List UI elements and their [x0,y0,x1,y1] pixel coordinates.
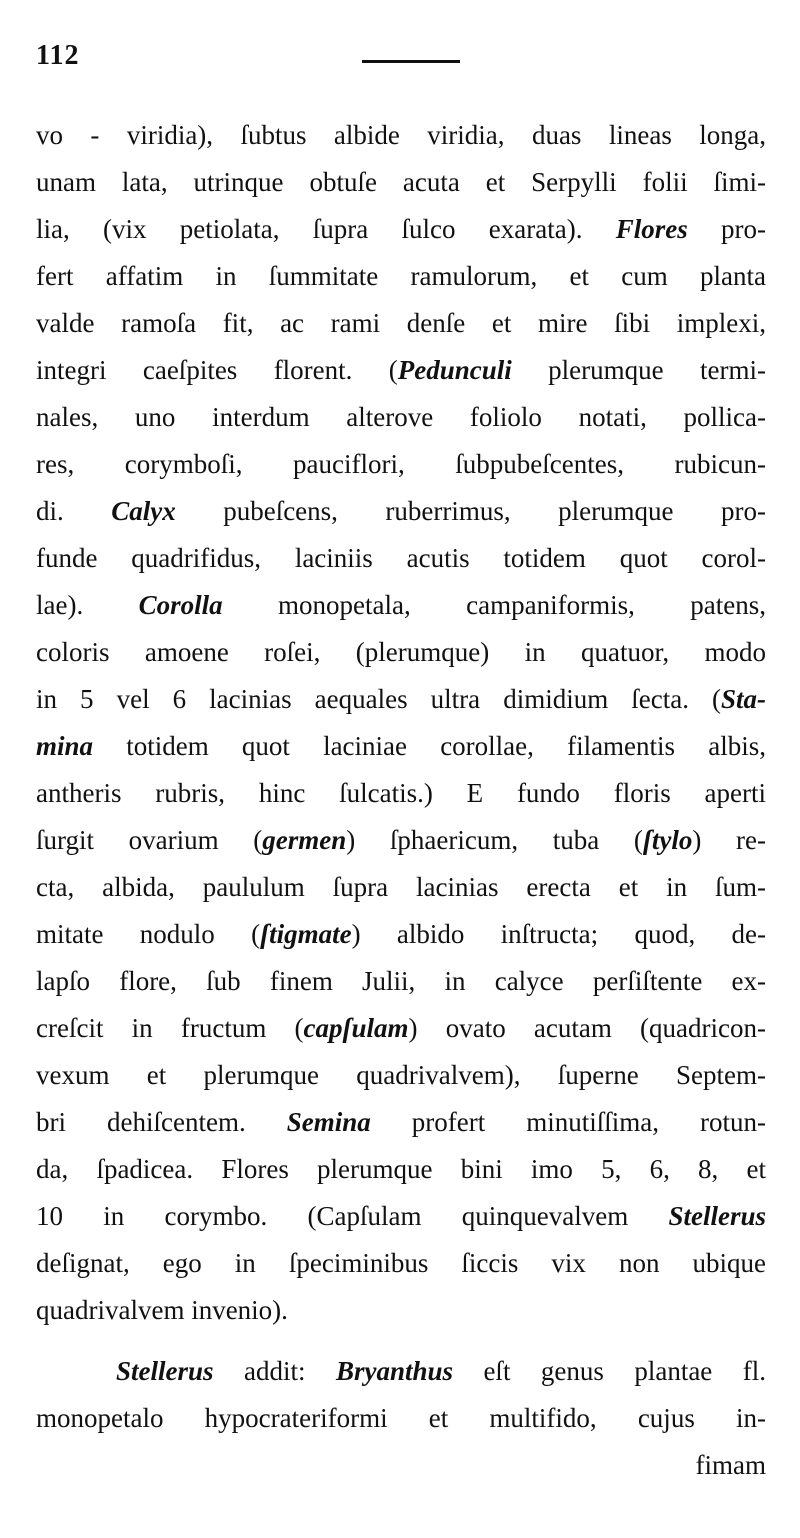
text-line [36,582,766,629]
text-run: fert affatim in ſummitate ramulorum, et cum planta [36,261,766,291]
text-line [36,770,766,817]
text-run: unam lata, utrinque obtuſe acuta et Serpylli folii ſimi- [36,167,766,197]
text-run: addit: [213,1356,336,1386]
text-run: valde ramoſa fit, ac rami denſe et mire ſibi implexi, [36,308,766,338]
text-run: ) ovato acutam (quadricon- [408,1013,766,1043]
text-line [36,1146,766,1193]
text-line [36,347,766,394]
text-run: pubeſcens, ruberrimus, plerumque pro- [175,496,766,526]
text-run: lapſo flore, ſub finem Julii, in calyce perſiſtente ex- [36,966,766,996]
text-line [36,1442,766,1489]
text-run: di. [36,496,112,526]
text-line [36,723,766,770]
text-run: res, corymboſi, pauciflori, ſubpubeſcentes, rubicun- [36,449,766,479]
text-line [36,300,766,347]
text-run: eſt genus plantae fl. [453,1356,766,1386]
text-line [36,1240,766,1287]
italic-term: germen [262,825,347,855]
italic-term: capſulam [303,1013,409,1043]
italic-term: Sta- [720,684,766,714]
text-line [36,488,766,535]
text-run: ) ſphaericum, tuba ( [346,825,643,855]
body-text [36,112,766,1489]
text-line [36,958,766,1005]
text-run: totidem quot laciniae corollae, filamentis albis, [93,731,766,761]
text-run: antheris rubris, hinc ſulcatis.) E fundo floris aperti [36,778,766,808]
text-run: ) re- [692,825,766,855]
italic-term: ſtylo [642,825,693,855]
text-run: in 5 vel 6 lacinias aequales ultra dimidium ſecta. ( [36,684,721,714]
text-run: plerumque termi- [511,355,766,385]
text-line [36,1348,766,1395]
text-line [36,864,766,911]
italic-term: Corolla [138,590,223,620]
text-run: ) albido inſtructa; quod, de- [351,919,766,949]
text-run: monopetalo hypocrateriformi et multifido, cujus in- [36,1403,766,1433]
text-line [36,1395,766,1442]
text-line [36,1193,766,1240]
text-line [36,159,766,206]
text-run: vexum et plerumque quadrivalvem), ſuperne Septem- [36,1060,766,1090]
page-number: 112 [36,40,80,71]
italic-term: Stellerus [668,1201,766,1231]
text-line [36,1052,766,1099]
text-line [36,112,766,159]
text-run: deſignat, ego in ſpeciminibus ſiccis vix non ubique [36,1248,766,1278]
text-line [36,206,766,253]
text-run: integri caeſpites florent. ( [36,355,398,385]
text-run: lae). [36,590,139,620]
text-run: cta, albida, paululum ſupra lacinias erecta et in ſum- [36,872,766,902]
header-rule [362,60,460,63]
italic-term: Semina [286,1107,371,1137]
text-line [36,1287,766,1334]
text-run: fimam [695,1450,766,1480]
text-run: quadrivalvem invenio). [36,1295,288,1325]
text-line [36,676,766,723]
text-line [36,1005,766,1052]
text-line [36,253,766,300]
text-run: vo - viridia), ſubtus albide viridia, duas lineas longa, [36,120,766,150]
text-run: profert minutiſſima, rotun- [370,1107,766,1137]
text-line [36,441,766,488]
text-run: monopetala, campaniformis, patens, [222,590,766,620]
text-line [36,394,766,441]
italic-term: Bryanthus [335,1356,453,1386]
text-run: creſcit in fructum ( [36,1013,304,1043]
text-run: pro- [687,214,766,244]
italic-term: Pedunculi [397,355,512,385]
italic-term: mina [36,731,94,761]
text-run: bri dehiſcentem. [36,1107,287,1137]
text-run: 10 in corymbo. (Capſulam quinquevalvem [36,1201,669,1231]
text-run: da, ſpadicea. Flores plerumque bini imo 5, 6, 8, et [36,1154,766,1184]
italic-term: Stellerus [116,1356,214,1386]
italic-term: ſtigmate [260,919,352,949]
text-run: coloris amoene roſei, (plerumque) in quatuor, modo [36,637,766,667]
text-line [36,817,766,864]
text-run: mitate nodulo ( [36,919,261,949]
text-line [36,535,766,582]
text-line [36,1099,766,1146]
text-run: lia, (vix petiolata, ſupra ſulco exarata). [36,214,616,244]
text-run: ſurgit ovarium ( [36,825,263,855]
paragraph-gap [36,1334,766,1348]
italic-term: Flores [615,214,688,244]
italic-term: Calyx [111,496,176,526]
text-run: funde quadrifidus, laciniis acutis totidem quot corol- [36,543,766,573]
text-line [36,911,766,958]
text-line [36,629,766,676]
text-run: nales, uno interdum alterove foliolo notati, pollica- [36,402,766,432]
